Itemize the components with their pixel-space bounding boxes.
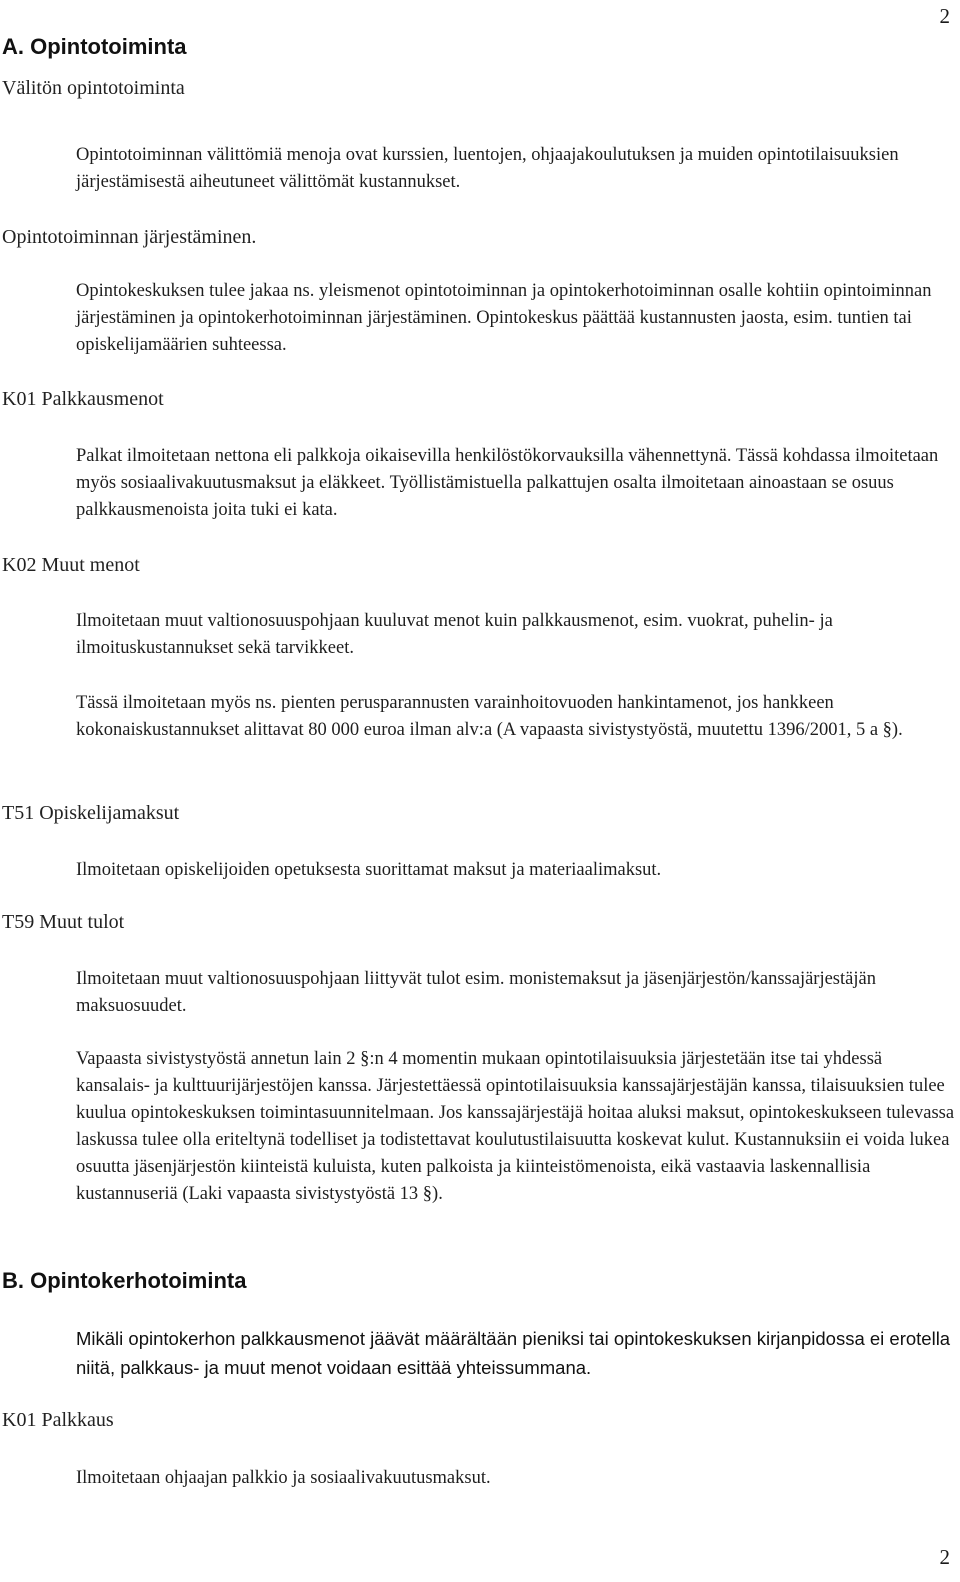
- t59-muut-tulot-text-1: Ilmoitetaan muut valtionosuuspohjaan liittyvät tulot esim. monistemaksut ja jäsenjärjestön/kanssajärjestäjän maksuosuudet.: [76, 969, 876, 1016]
- page-number-bottom: 2: [939, 1545, 950, 1569]
- organizing-text: Opintokeskuksen tulee jakaa ns. yleismenot opintotoiminnan ja opintokerhotoiminnan osalle kohtiin opintoiminnan järjestäminen ja opintokerhotoiminnan järjestäminen. Opintokeskus päättää kustannusten jaosta, esim. tuntien tai opiskelijamäärien suhteessa.: [76, 281, 932, 355]
- k01-palkkaus-text: Ilmoitetaan ohjaajan palkkio ja sosiaalivakuutusmaksut.: [76, 1468, 491, 1488]
- k02-muut-menot-heading: K02 Muut menot: [2, 554, 140, 576]
- t59-muut-tulot-text-2: Vapaasta sivistystyöstä annetun lain 2 §:n 4 momentin mukaan opintotilaisuuksia järjestetään itse tai yhdessä kansalais- ja kulttuurijärjestöjen kanssa. Järjestettäessä opintotilaisuuksia kanssajärjestäjän kanssa, tilaisuuksien tulee kuulua opintokeskuksen toimintasuunnitelmaan. Jos kanssajärjestäjä hoitaa aluksi maksut, opintokeskukseen tulevassa laskussa tulee olla eriteltynä todelliset ja todistettavat koulutustilaisuutta koskevat kulut. Kustannuksiin ei voida lukea osuutta jäsenjärjestön kiinteistä kuluista, kuten palkoista ja kiinteistömenoista, eikä vastaavia laskennallisia kustannuseriä (Laki vapaasta sivistystyöstä 13 §).: [76, 1049, 955, 1204]
- k02-muut-menot-text-2: Tässä ilmoitetaan myös ns. pienten perusparannusten varainhoitovuoden hankintamenot, jos hankkeen kokonaiskustannukset alittavat 80 000 euroa ilman alv:a (A vapaasta sivistystyöstä, muutettu 1396/2001, 5 a §).: [76, 693, 903, 740]
- k01-palkkaus-heading: K01 Palkkaus: [2, 1409, 114, 1431]
- section-a-subheading: Välitön opintotoiminta: [2, 77, 185, 99]
- section-b-heading: B. Opintokerhotoiminta: [2, 1268, 247, 1293]
- section-a-intro: Opintotoiminnan välittömiä menoja ovat kurssien, luentojen, ohjaajakoulutuksen ja muiden opintotilaisuuksien järjestämisestä aiheutuneet välittömät kustannukset.: [76, 145, 899, 192]
- page-number-top: 2: [939, 4, 950, 28]
- k01-palkkausmenot-text: Palkat ilmoitetaan nettona eli palkkoja oikaisevilla henkilöstökorvauksilla vähennettynä. Tässä kohdassa ilmoitetaan myös sosiaalivakuutusmaksut ja eläkkeet. Työllistämistuella palkattujen osalta ilmoitetaan ainoastaan se osuus palkkausmenoista joita tuki ei kata.: [76, 446, 939, 520]
- k02-muut-menot-text-1: Ilmoitetaan muut valtionosuuspohjaan kuuluvat menot kuin palkkausmenot, esim. vuokrat, puhelin- ja ilmoituskustannukset sekä tarvikkeet.: [76, 611, 833, 658]
- organizing-heading: Opintotoiminnan järjestäminen.: [2, 226, 257, 248]
- section-b-intro: Mikäli opintokerhon palkkausmenot jäävät määrältään pieniksi tai opintokeskuksen kirjanpidossa ei erotella niitä, palkkaus- ja muut menot voidaan esittää yhteissummana.: [76, 1328, 951, 1378]
- section-a-heading: A. Opintotoiminta: [2, 34, 187, 59]
- k01-palkkausmenot-heading: K01 Palkkausmenot: [2, 388, 164, 410]
- t51-opiskelijamaksut-heading: T51 Opiskelijamaksut: [2, 802, 180, 824]
- t59-muut-tulot-heading: T59 Muut tulot: [2, 911, 125, 933]
- t51-opiskelijamaksut-text: Ilmoitetaan opiskelijoiden opetuksesta suorittamat maksut ja materiaalimaksut.: [76, 860, 662, 880]
